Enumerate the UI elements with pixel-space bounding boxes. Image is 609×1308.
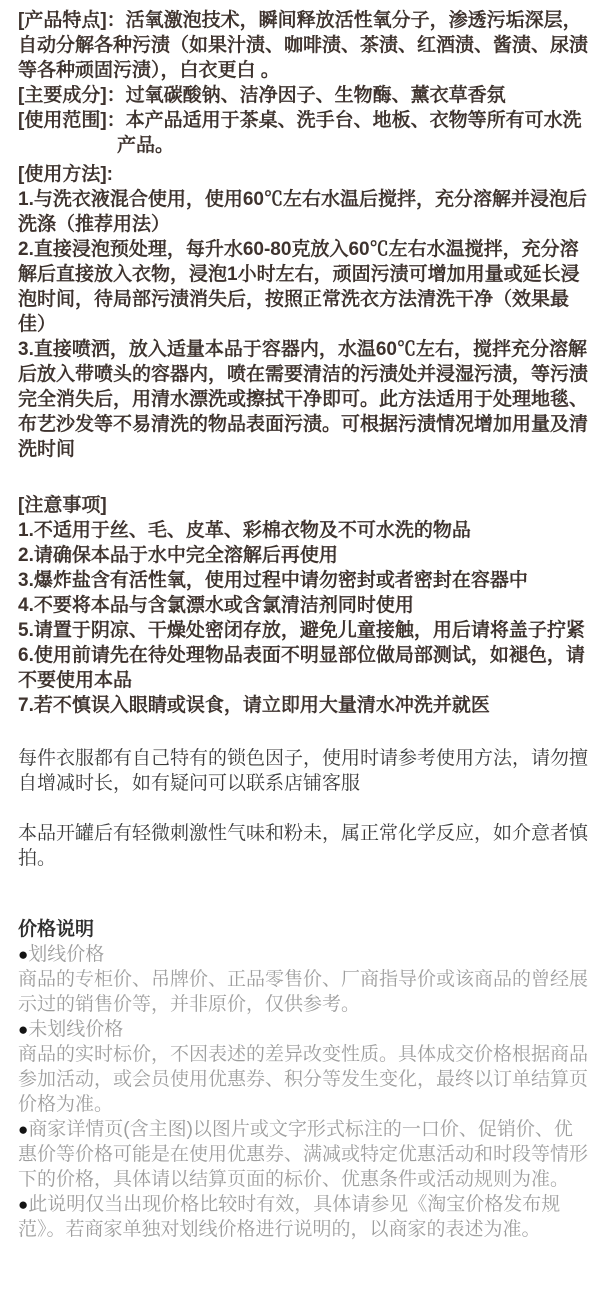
notice-items-list: [18, 518, 591, 718]
notice-item: 2.请确保本品于水中完全溶解后再使用: [18, 545, 338, 566]
usage-method-label: [使用方法]:: [18, 164, 113, 185]
price-notice-item: [18, 1192, 591, 1242]
notice-item: 3.爆炸盐含有活性氧，使用过程中请勿密封或者密封在容器中: [18, 570, 528, 591]
usage-steps-list: [18, 187, 591, 462]
usage-method-section: [18, 162, 591, 462]
price-notice-section: [18, 917, 591, 1242]
price-item-text: 划线价格: [28, 944, 105, 965]
notices-label: [注意事项]: [18, 495, 107, 516]
open-can-note: 本品开罐后有轻微刺激性气味和粉未，属正常化学反应，如介意者慎拍。: [18, 823, 589, 869]
usage-step: 3.直接喷洒，放入适量本品于容器内，水温60℃左右，搅拌充分溶解后放入带喷头的容器内，喷在需要清洁的污渍处并浸湿污渍，等污渍完全消失后，用清水漂洗或擦拭干净即可。此方法适用于处理地毯、布艺沙发等不易清洗的物品表面污渍。可根据污渍情况增加用量及清洗时间: [18, 339, 589, 460]
notice-item: 4.不要将本品与含氯漂水或含氯清洁剂同时使用: [18, 595, 414, 616]
price-item-text: 此说明仅当出现价格比较时有效，具体请参见《淘宝价格发布规范》。若商家单独对划线价格进行说明的，以商家的表述为准。: [18, 1194, 561, 1240]
notice-item: 7.若不慎误入眼睛或误食，请立即用大量清水冲洗并就医: [18, 695, 490, 716]
features-label: [产品特点]：: [18, 10, 126, 31]
notice-item: 5.请置于阴凉、干燥处密闭存放，避免儿童接触，用后请将盖子拧紧: [18, 620, 585, 641]
features-text: 活氧激泡技术，瞬间释放活性氧分子，渗透污垢深层，自动分解各种污渍（如果汁渍、咖啡渍、茶渍、红酒渍、酱渍、尿渍等各种顽固污渍），白衣更白 。: [18, 10, 589, 81]
product-info-section: [18, 8, 591, 871]
ingredients-label: [主要成分]：: [18, 85, 126, 106]
lock-factor-note: 每件衣服都有自己特有的锁色因子，使用时请参考使用方法，请勿擅自增减时长，如有疑问可以联系店铺客服: [18, 748, 589, 794]
features-paragraph: [18, 8, 591, 83]
usage-step: 2.直接浸泡预处理，每升水60-80克放入60℃左右水温搅拌，充分溶解后直接放入衣物，浸泡1小时左右，顽固污渍可增加用量或延长浸泡时间，待局部污渍消失后，按照正常洗衣方法清洗干净（效果最佳）: [18, 239, 580, 335]
bullet-icon: ●: [18, 945, 29, 964]
scope-text: 本产品适用于茶桌、洗手台、地板、衣物等所有可水洗产品。: [117, 110, 582, 156]
scope-label: [使用范围]：: [18, 110, 126, 131]
scope-paragraph: [18, 108, 591, 158]
price-notice-item: [18, 967, 591, 1017]
bullet-icon: ●: [18, 1020, 29, 1039]
notices-section: [18, 493, 591, 718]
notice-item: 1.不适用于丝、毛、皮革、彩棉衣物及不可水洗的物品: [18, 520, 471, 541]
price-item-text: 商品的实时标价，不因表述的差异改变性质。具体成交价格根据商品参加活动，或会员使用优惠券、积分等发生变化，最终以订单结算页价格为准。: [18, 1044, 589, 1115]
bullet-icon: ●: [18, 1120, 29, 1139]
bullet-icon: ●: [18, 1195, 29, 1214]
notice-item: 6.使用前请先在待处理物品表面不明显部位做局部测试，如褪色，请不要使用本品: [18, 645, 585, 691]
usage-step: 1.与洗衣液混合使用，使用60℃左右水温后搅拌，充分溶解并浸泡后洗涤（推荐用法）: [18, 189, 587, 235]
price-notice-item: [18, 1017, 591, 1042]
price-item-text: 商家详情页(含主图)以图片或文字形式标注的一口价、促销价、优惠价等价格可能是在使用优惠券、满减或特定优惠活动和时段等情形下的价格，具体请以结算页面的标价、优惠条件或活动规则为准。: [18, 1119, 589, 1190]
price-item-text: 商品的专柜价、吊牌价、正品零售价、厂商指导价或该商品的曾经展示过的销售价等，并非原价，仅供参考。: [18, 969, 589, 1015]
price-notice-item: [18, 1042, 591, 1117]
ingredients-paragraph: [18, 83, 591, 108]
price-notice-list: [18, 942, 591, 1242]
price-item-text: 未划线价格: [28, 1019, 124, 1040]
ingredients-text: 过氧碳酸钠、洁净因子、生物酶、薰衣草香氛: [125, 85, 506, 106]
price-notice-item: [18, 942, 591, 967]
price-notice-item: [18, 1117, 591, 1192]
price-notice-title: 价格说明: [18, 919, 95, 940]
